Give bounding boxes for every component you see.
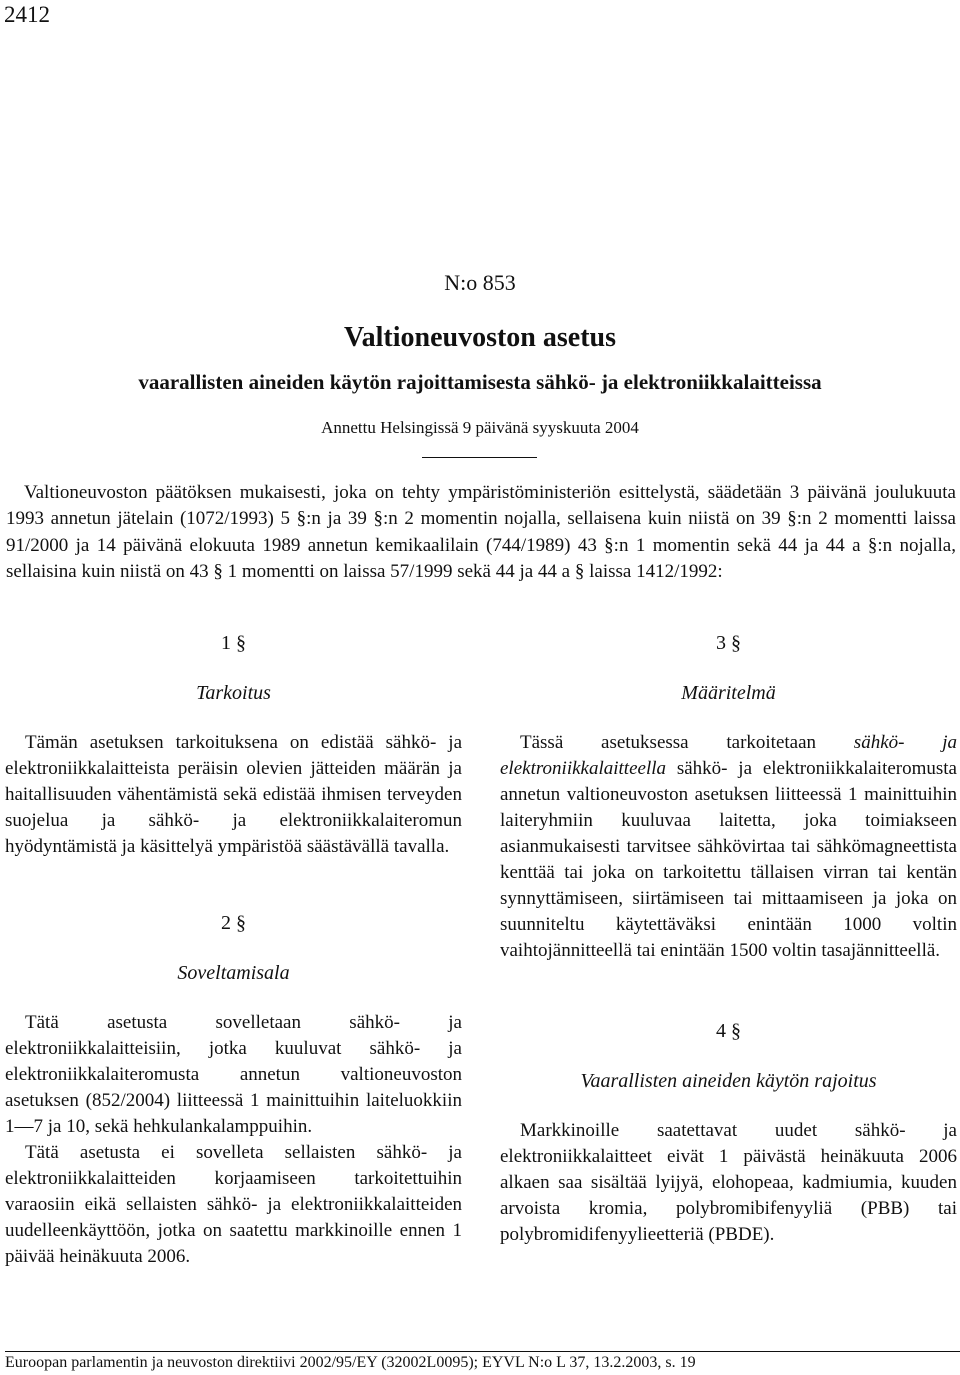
section-4-body <box>500 1118 957 1248</box>
preamble <box>6 480 956 586</box>
section-3-heading: Määritelmä <box>681 682 776 704</box>
preamble-text: Valtioneuvoston päätöksen mukaisesti, joka on tehty ympäristöministeriön esittelystä, säädetään 3 päivänä joulukuuta 1993 annetun jätelain (1072/1993) 5 §:n ja 39 §:n 2 momentin nojalla, sellaisena kuin niistä on 39 §:n 2 momentti laissa 91/2000 ja 14 päivänä elokuuta 1989 annetun kemikaalilain (744/1989) 43 §:n 1 momentin sekä 44 ja 44 a §:n nojalla, sellaisina kuin niistä on 43 § 1 momentti on laissa 57/1999 sekä 44 ja 44 a § laissa 1412/1992: <box>6 482 956 583</box>
statute-number: N:o 853 <box>444 270 516 295</box>
issue-date: Annettu Helsingissä 9 päivänä syyskuuta 2004 <box>321 418 639 437</box>
right-column <box>500 630 957 1248</box>
page-number: 2412 <box>4 2 50 27</box>
section-2-paragraph-2: Tätä asetusta ei sovelleta sellaisten sähkö- ja elektroniikkalaitteiden korjaamiseen tarkoitettuihin varaosiin eikä sellaisten sähkö- ja elektroniikkalaitteiden uudelleenkäyttöön, jotka on saatettu markkinoille ennen 1 päivää heinäkuuta 2006. <box>5 1142 462 1267</box>
section-2-number: 2 § <box>221 912 246 934</box>
section-3-paragraph <box>500 730 957 964</box>
section-4-paragraph: Markkinoille saatettavat uudet sähkö- ja elektroniikkalaitteet eivät 1 päivästä heinäkuuta 2006 alkaen saa sisältää lyijyä, elohopeaa, kadmiumia, kuuden arvoista kromia, polybromibifenyyliä (PBB) tai polybromidifenyylieetteriä (PBDE). <box>500 1120 957 1245</box>
section-1-heading: Tarkoitus <box>196 682 271 704</box>
section-1-body <box>5 730 462 860</box>
section-3-text-rest: sähkö- ja elektroniikkalaiteromusta annetun valtioneuvoston asetuksen liitteessä 1 mainittuihin laiteryhmiin kuuluvaa laitetta, joka toimiakseen asianmukaisesti tarvitsee sähkövirtaa tai sähkömagneettista kenttää tai joka on tarkoitettu tällaisen virran tai kentän synnyttämiseen, siirtämiseen tai mittaamiseen ja joka on suunniteltu käytettäväksi enintään 1000 voltin vaihtojännitteellä tai enintään 1500 voltin tasajännitteellä. <box>500 758 957 961</box>
document-subtitle: vaarallisten aineiden käytön rajoittamisesta sähkö- ja elektroniikkalaitteissa <box>138 370 822 394</box>
footnote: Euroopan parlamentin ja neuvoston direktiivi 2002/95/EY (32002L0095); EYVL N:o L 37, 13.2.2003, s. 19 <box>5 1351 960 1372</box>
section-3-number: 3 § <box>716 632 741 654</box>
section-2-paragraph-1: Tätä asetusta sovelletaan sähkö- ja elektroniikkalaitteisiin, jotka kuuluvat sähkö- ja elektroniikkalaiteromusta annetun valtioneuvoston asetuksen (852/2004) liitteessä 1 mainittuihin laiteluokkiin 1—7 ja 10, sekä hehkulankalamppuihin. <box>5 1012 462 1137</box>
left-column <box>5 630 462 1270</box>
section-1-number: 1 § <box>221 632 246 654</box>
section-3-body <box>500 730 957 964</box>
section-1-paragraph: Tämän asetuksen tarkoituksena on edistää sähkö- ja elektroniikkalaitteista peräisin olevien jätteiden määrän ja haitallisuuden vähentämistä sekä edistää ihmisen terveyden suojelua ja sähkö- ja elektroniikkalaiteromun hyödyntämistä ja käsittelyä ympäristöä säästävällä tavalla. <box>5 732 462 857</box>
section-3-defined-term: sähkö- ja elektroniikkalaitteella <box>500 732 957 779</box>
document-title: Valtioneuvoston asetus <box>343 322 616 353</box>
section-4-number: 4 § <box>716 1020 741 1042</box>
section-2-heading: Soveltamisala <box>177 962 290 984</box>
section-2-body <box>5 1010 462 1270</box>
section-3-text-start: Tässä asetuksessa tarkoitetaan <box>520 732 854 753</box>
section-4-heading: Vaarallisten aineiden käytön rajoitus <box>580 1070 877 1092</box>
title-divider <box>422 457 537 458</box>
